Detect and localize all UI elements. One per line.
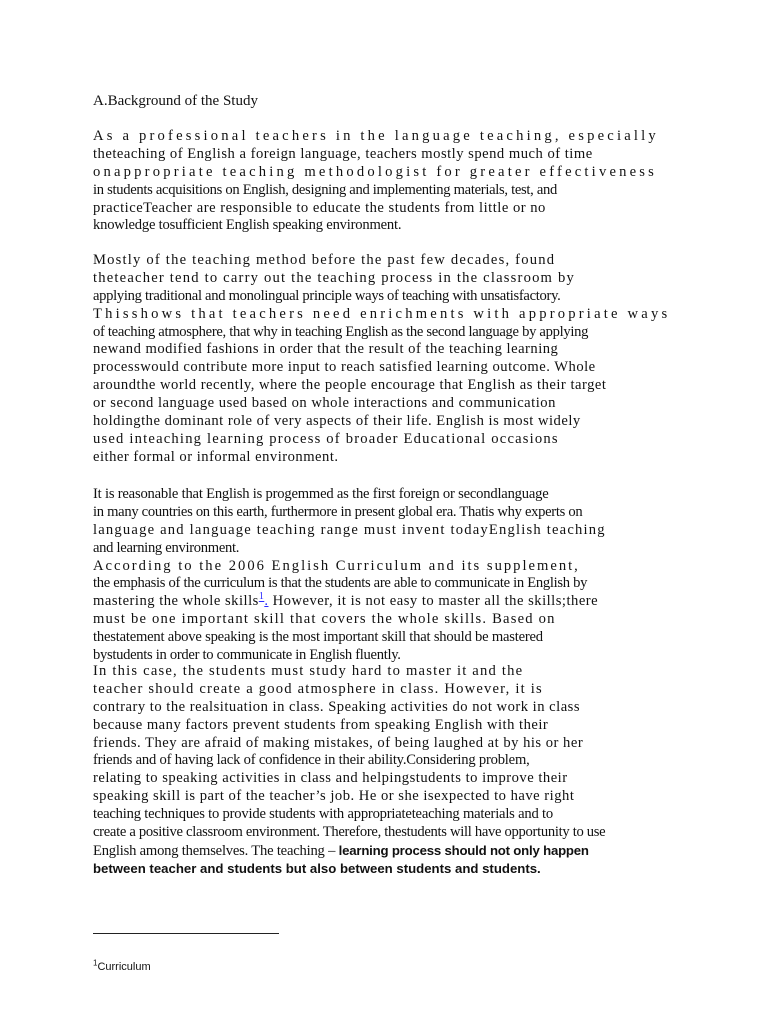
text-line: processwould contribute more input to reach satisfied learning outcome. Whole [93,359,596,376]
text-line: Thisshows that teachers need enrichments with appropriate ways [93,305,671,322]
text-line: of teaching atmosphere, that why in teaching English as the second language by applying [93,323,589,340]
text-line: It is reasonable that English is progemmed as the first foreign or secondlanguage [93,486,549,502]
text-line: speaking skill is part of the teacher’s job. He or she isexpected to have right [93,788,575,805]
footnote [93,960,151,974]
text-line: the emphasis of the curriculum is that the students are able to communicate in English by [93,575,588,592]
footnote-line-after: However, it is not easy to master all the skills;there [268,593,599,610]
paragraph-2 [93,252,679,467]
text-line: and learning environment. [93,539,240,556]
text-line: In this case, the students must study hard to master it and the [93,663,524,679]
footnote-line-before: mastering the whole skills [93,593,259,610]
text-line: As a professional teachers in the language teaching, especially [93,128,659,144]
text-line: friends. They are afraid of making mistakes, of being laughed at by his or her [93,734,584,751]
text-line: create a positive classroom environment. Therefore, thestudents will have opportunity to use [93,824,606,841]
text-line: language and language teaching range must invent todayEnglish teaching [93,521,606,538]
text-line: must be one important skill that covers the whole skills. Based on [93,611,556,628]
text-line: aroundthe world recently, where the people encourage that English as their target [93,377,607,394]
text-line: According to the 2006 English Curriculum and its supplement, [93,557,580,574]
section-heading: A.Background of the Study [93,93,258,109]
paragraph-3-footnote-line [93,593,679,611]
text-line: teaching techniques to provide students with appropriateteaching materials and to [93,806,553,823]
text-line: Mostly of the teaching method before the past few decades, found [93,252,556,268]
paragraph-4-ending [93,842,679,878]
text-line: friends and of having lack of confidence in their ability.Considering problem, [93,752,530,769]
text-line: theteacher tend to carry out the teaching process in the classroom by [93,269,575,286]
text-line: because many factors prevent students from speaking English with their [93,716,549,733]
text-line: used inteaching learning process of broader Educational occasions [93,430,559,447]
text-line: theteaching of English a foreign language, teachers mostly spend much of time [93,145,593,162]
paragraph-3 [93,486,679,593]
text-line: practiceTeacher are responsible to educate the students from little or no [93,199,546,216]
footnote-reference-dot[interactable]: . [264,593,269,610]
text-line: knowledge tosufficient English speaking environment. [93,217,402,234]
text-line: either formal or informal environment. [93,448,339,465]
text-line: in students acquisitions on English, designing and implementing materials, test, and [93,181,558,198]
footnote-number: 1 [93,958,98,968]
text-line: holdingthe dominant role of very aspects of their life. English is most widely [93,413,581,430]
footnote-divider [93,933,279,934]
footnote-reference-link[interactable]: 1 [258,591,265,603]
text-line: teacher should create a good atmosphere in class. However, it is [93,680,543,697]
paragraph-4-serif-text: English among themselves. The teaching – [93,843,339,859]
text-line: in many countries on this earth, furthermore in present global era. Thatis why experts on [93,503,583,520]
footnote-text: Curriculum [97,961,151,973]
text-line: onappropriate teaching methodologist for greater effectiveness [93,163,658,180]
paragraph-4-bold-text: learning process should not only happen [338,843,589,858]
text-line: thestatement above speaking is the most important skill that should be mastered [93,629,543,646]
text-line: bystudents in order to communicate in English fluently. [93,647,401,664]
paragraph-3-continued [93,611,679,665]
paragraph-1 [93,128,679,235]
text-line: contrary to the realsituation in class. Speaking activities do not work in class [93,698,581,715]
paragraph-4 [93,663,679,842]
text-line: applying traditional and monolingual principle ways of teaching with unsatisfactory. [93,287,561,304]
text-line: or second language used based on whole interactions and communication [93,395,556,412]
text-line: newand modified fashions in order that the result of the teaching learning [93,341,559,358]
paragraph-4-bold-text-2: between teacher and students but also between students and students. [93,860,541,876]
text-line: relating to speaking activities in class and helpingstudents to improve their [93,770,568,787]
